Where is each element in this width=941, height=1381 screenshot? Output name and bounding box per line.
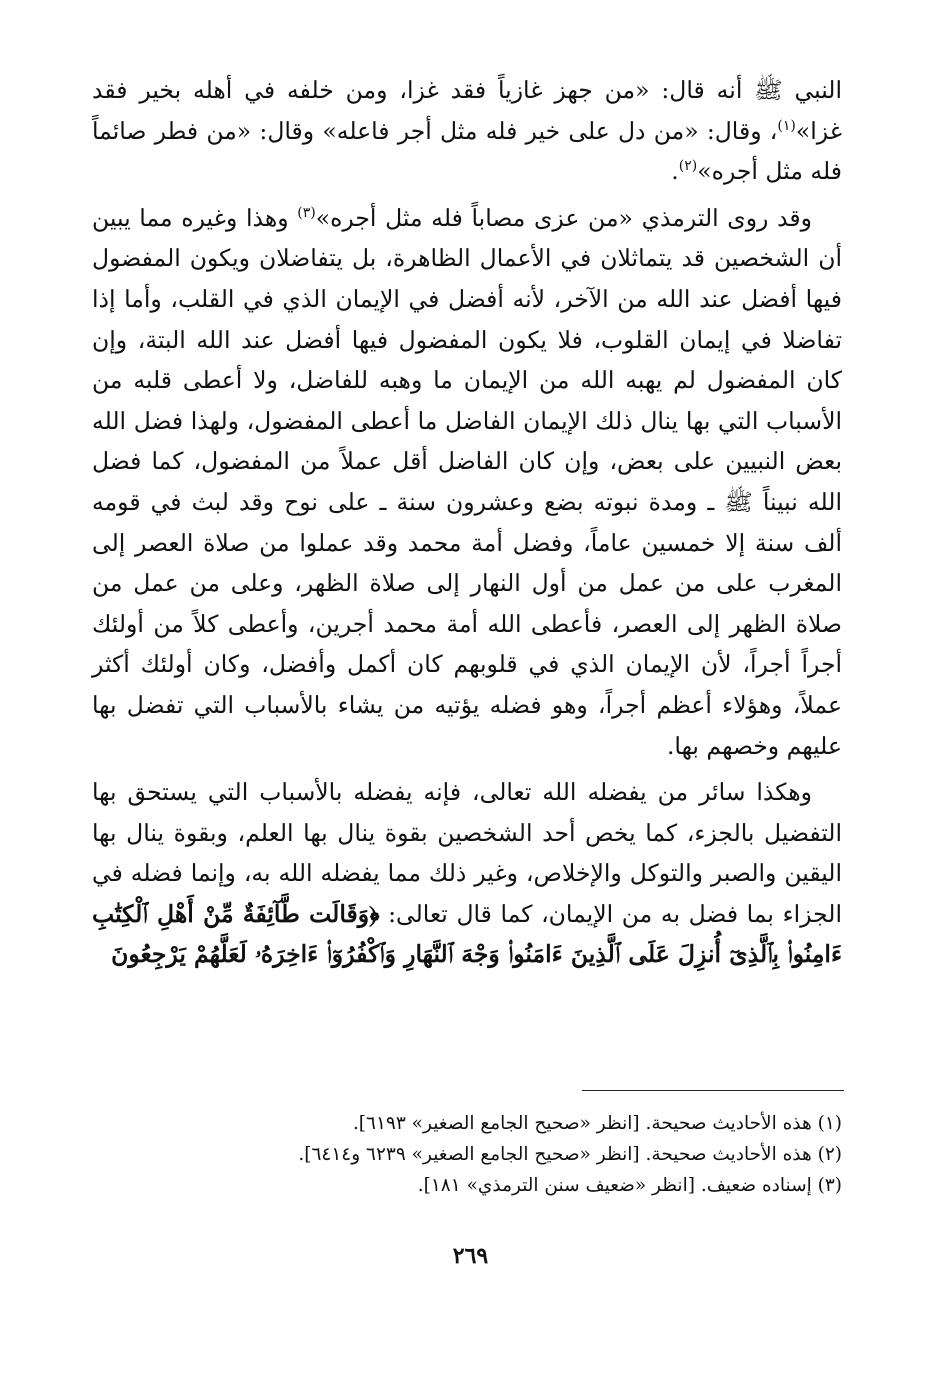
- footnote-2: (٢) هذه الأحاديث صحيحة. [انظر «صحيح الجامع الصغير» ٦٢٣٩ و٦٤١٤].: [298, 1144, 842, 1165]
- paragraph-1-text-b: ، وقال: «من دل على خير فله مثل أجر فاعله» وقال: «من فطر صائماً فله مثل أجره»: [92, 116, 842, 186]
- paragraph-1-text-c: .: [671, 157, 679, 186]
- footnote-3: (٣) إسناده ضعيف. [انظر «ضعيف سنن الترمذي» ١٨١].: [417, 1175, 842, 1196]
- page-number: ٢٦٩: [452, 1243, 489, 1269]
- paragraph-2-text-a: وقد روى الترمذي «من عزى مصاباً فله مثل أجره»: [315, 203, 812, 232]
- footnote-separator: [582, 1090, 844, 1091]
- paragraph-2: [92, 198, 842, 766]
- quran-verse: ﴿وَقَالَت طَّآئِفَةٌ مِّنْ أَهْلِ ٱلْكِتَٰبِ ءَامِنُوا۟ بِٱلَّذِىٓ أُنزِلَ عَلَى ٱلَّذِينَ ءَامَنُوا۟ وَجْهَ ٱلنَّهَارِ وَٱكْفُرُوٓا۟ ءَاخِرَهُۥ لَعَلَّهُمْ يَرْجِعُونَ: [92, 899, 842, 969]
- main-text: [92, 70, 842, 975]
- footnotes: [92, 1108, 842, 1201]
- paragraph-1-text-a: النبي ﷺ أنه قال: «من جهز غازياً فقد غزا، ومن خلفه في أهله بخير فقد غزا»: [92, 76, 842, 145]
- footnote-ref-3: (٣): [297, 204, 316, 221]
- footnote-ref-1: (١): [777, 117, 796, 134]
- footnote-1: (١) هذه الأحاديث صحيحة. [انظر «صحيح الجامع الصغير» ٦١٩٣].: [352, 1113, 842, 1134]
- paragraph-3-text: وهكذا سائر من يفضله الله تعالى، فإنه يفضله بالأسباب التي يستحق بها التفضيل بالجزء، كما يخص أحد الشخصين بقوة ينال بها العلم، وبقوة ينال بها اليقين والصبر والتوكل والإخلاص، وغير ذلك مما يفضله الله به، وإنما فضله في الجزاء بما فضل به من الإيمان، كما قال تعالى:: [92, 778, 842, 928]
- paragraph-2-text-b: وهذا وغيره مما يبين أن الشخصين قد يتماثلان في الأعمال الظاهرة، بل يتفاضلان ويكون المفضول فيها أفضل عند الله من الآخر، لأنه أفضل في الإيمان الذي في القلب، وأما إذا تفاضلا في إيمان القلوب، فلا يكون المفضول فيها أفضل عند الله البتة، وإن كان المفضول لم يهبه الله من الإيمان ما وهبه للفاضل، ولا أعطى قلبه من الأسباب التي بها ينال ذلك الإيمان الفاضل ما أعطى المفضول، ولهذا فضل الله بعض النبيين على بعض، وإن كان الفاضل أقل عملاً من المفضول، كما فضل الله نبيناً ﷺ ـ ومدة نبوته بضع وعشرون سنة ـ على نوح وقد لبث في قومه ألف سنة إلا خمسين عاماً، وفضل أمة محمد وقد عملوا من صلاة العصر إلى المغرب على من عمل من أول النهار إلى صلاة الظهر، وعلى من عمل من صلاة الظهر إلى العصر، فأعطى الله أمة محمد أجرين، وأعطى كلاً من أولئك أجراً أجراً، لأن الإيمان الذي في قلوبهم كان أكمل وأفضل، وكان أولئك أكثر عملاً، وهؤلاء أعظم أجراً، وهو فضله يؤتيه من يشاء بالأسباب التي تفضل بها عليهم وخصهم بها.: [92, 203, 842, 760]
- paragraph-1: [92, 70, 842, 192]
- footnote-ref-2: (٢): [678, 158, 698, 175]
- paragraph-3: [92, 772, 842, 975]
